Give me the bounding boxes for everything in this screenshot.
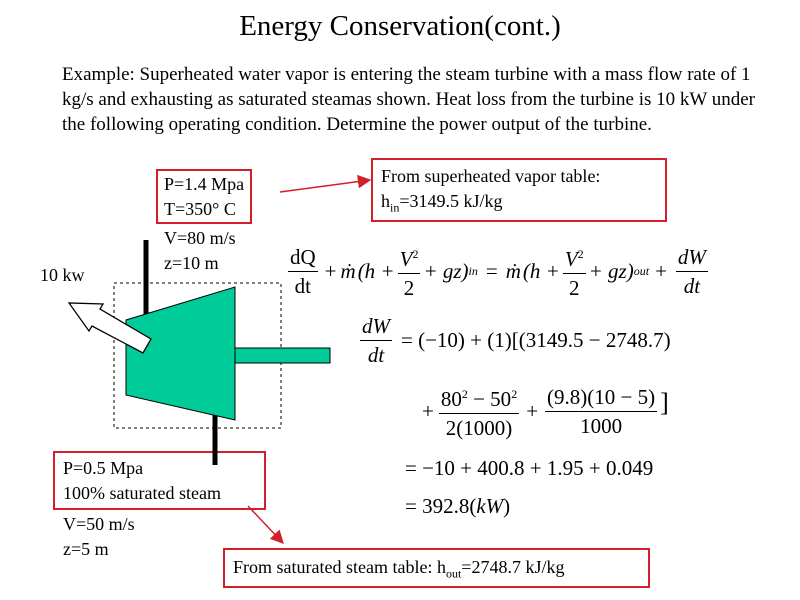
kinetic-term-out: $\frac{V^2}{2}$ — [563, 240, 586, 302]
pointer-arrow-outlet — [248, 506, 283, 543]
equation-substitution: $\frac{dW}{dt}$ = (−10) + (1)[(3149.5 − 2748.7) — [362, 314, 671, 367]
dw-dt-fraction: $\frac{dW}{dt}$ — [677, 244, 706, 298]
outlet-enthalpy-note: From saturated steam table: $h_{out}=2748.7$ kJ/kg — [223, 548, 650, 588]
dw-dt-lhs: $\frac{dW}{dt}$ — [362, 314, 390, 367]
pointer-arrow-inlet — [280, 180, 370, 192]
equation-kinetic-potential: + $\frac{80^2 - 50^2}{2(1000)}$ + $\frac{(9.8)(10 - 5)}{1000}$ ] — [422, 380, 669, 442]
outlet-elevation: z=5 m — [63, 539, 109, 559]
inlet-pressure: P=1.4 Mpa — [164, 174, 245, 194]
inlet-conditions-box — [156, 169, 252, 224]
outlet-conditions-box — [53, 451, 266, 510]
equation-result: = 392.8(kW) — [405, 494, 511, 518]
kinetic-term-in: $\frac{V^2}{2}$ — [398, 240, 421, 302]
heat-loss-label: 10 kw — [40, 265, 85, 285]
inlet-note-text: From superheated vapor table: — [381, 166, 601, 186]
equation-energy-balance: $\frac{dQ}{dt}$ + ṁ (h + $\frac{V^2}{2}$ + gz) in = ṁ (h + $\frac{V^2}{2}$ + gz) out + $\frac{dW}{dt}$ — [285, 240, 711, 302]
control-volume-boundary — [114, 283, 281, 428]
turbine-shaft — [235, 348, 330, 363]
outlet-quality: 100% saturated steam — [63, 482, 221, 503]
problem-statement: Example: Superheated water vapor is entering the steam turbine with a mass flow rate of 1 kg/s and exhausting as saturated steamas shown. Heat loss from the turbine is 10 kW under the following operating condition. Determine the power output of the turbine. — [62, 64, 756, 135]
inlet-velocity: V=80 m/s — [164, 228, 236, 248]
outlet-velocity: V=50 m/s — [63, 514, 135, 534]
outlet-pressure: P=0.5 Mpa — [63, 458, 144, 478]
inlet-temperature: T=350° C — [164, 198, 236, 219]
equation-evaluation: = −10 + 400.8 + 1.95 + 0.049 — [405, 456, 654, 480]
kinetic-fraction: $\frac{80^2 - 50^2}{2(1000)}$ — [439, 380, 519, 442]
potential-fraction: $\frac{(9.8)(10 - 5)}{1000}$ — [547, 384, 656, 438]
dq-dt-fraction: $\frac{dQ}{dt}$ — [290, 244, 316, 298]
inlet-enthalpy-note — [371, 158, 667, 222]
heat-loss-arrow-icon — [69, 303, 151, 353]
inlet-elevation: z=10 m — [164, 253, 219, 273]
page-title: Energy Conservation(cont.) — [239, 10, 561, 42]
inlet-enthalpy-value: $h_{in}=3149.5$ kJ/kg — [381, 190, 503, 215]
turbine-body — [126, 287, 235, 420]
